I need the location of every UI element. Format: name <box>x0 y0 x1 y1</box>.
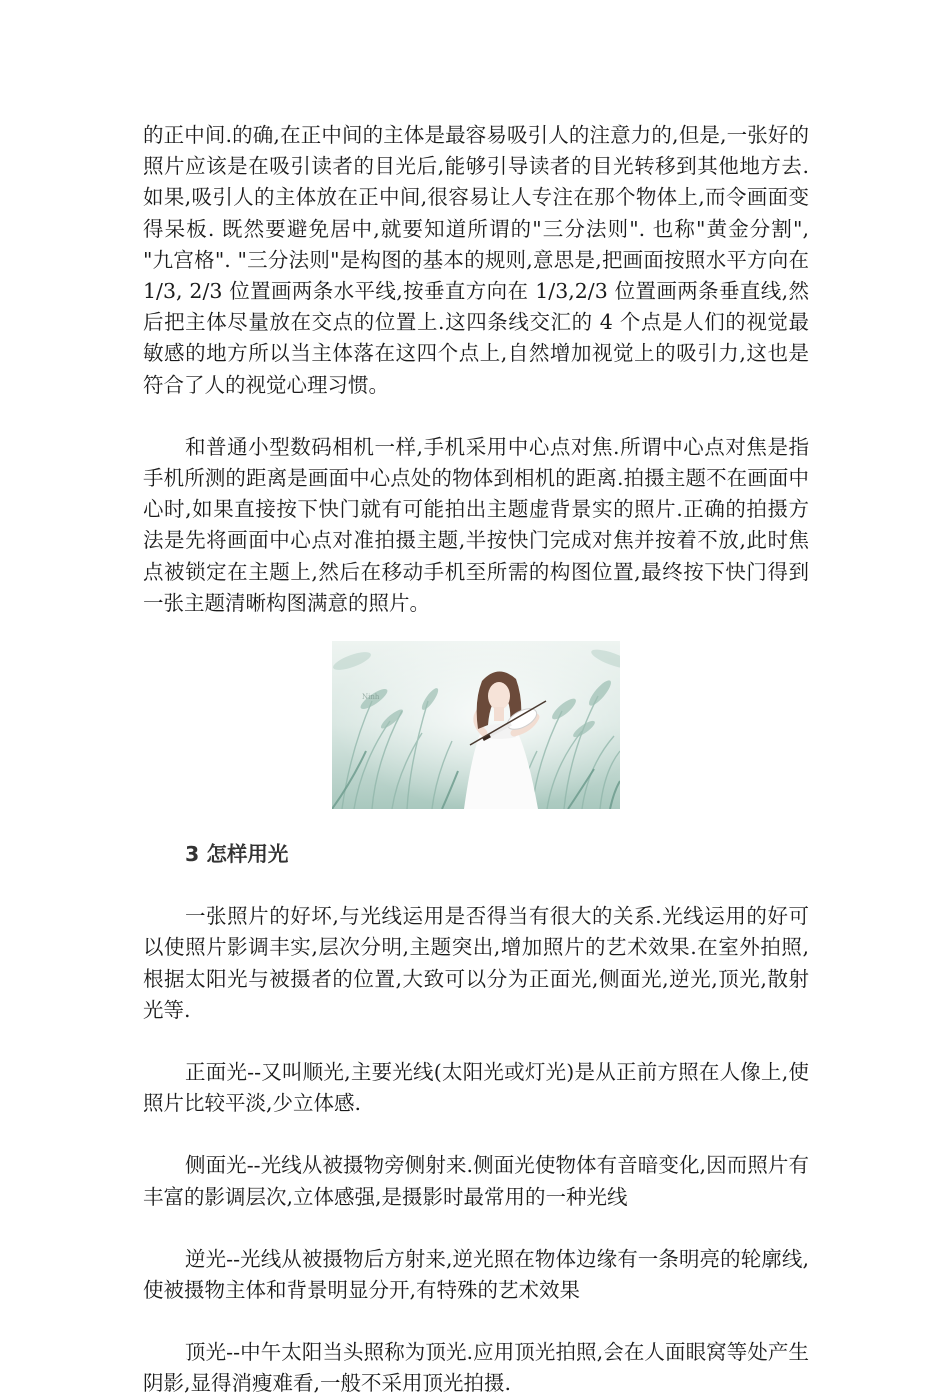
paragraph-focus: 和普通小型数码相机一样,手机采用中心点对焦.所谓中心点对焦是指手机所测的距离是画面中心点处的物体到相机的距离.拍摄主题不在画面中心时,如果直接按下快门就有可能拍出主题虚背景实的照片.正确的拍摄方法是先将画面中心点对准拍摄主题,半按快门完成对焦并按着不放,此时焦点被锁定在主题上,然后在移动手机至所需的构图位置,最终按下快门得到一张主题清晰构图满意的照片。 <box>143 434 809 615</box>
figure <box>143 641 809 809</box>
paragraph-composition: 的正中间.的确,在正中间的主体是最容易吸引人的注意力的,但是,一张好的照片应该是在吸引读者的目光后,能够引导读者的目光转移到其他地方去.如果,吸引人的主体放在正中间,很容易让人专注在那个物体上,而令画面变得呆板. 既然要避免居中,就要知道所谓的"三分法则". 也称"黄金分割", "九宫格". "三分法则"是构图的基本的规则,意思是,把画面按照水平方向在 1/3, 2/3 位置画两条水平线,按垂直方向在 1/3,2/3 位置画两条垂直线,然后把主体尽量放在交点的位置上.这四条线交汇的 4 个点是人们的视觉最敏感的地方所以当主体落在这四个点上,自然增加视觉上的吸引力,这也是符合了人的视觉心理习惯。 <box>143 123 816 397</box>
section-heading: 3 怎样用光 <box>185 842 289 867</box>
paragraph-back-light: 逆光--光线从被摄物后方射来,逆光照在物体边缘有一条明亮的轮廓线,使被摄物主体和背景明显分开,有特殊的艺术效果 <box>143 1246 809 1303</box>
paragraph-front-light: 正面光--又叫顺光,主要光线(太阳光或灯光)是从正前方照在人像上,使照片比较平淡,少立体感. <box>143 1060 809 1116</box>
paragraph-light-intro: 一张照片的好坏,与光线运用是否得当有很大的关系.光线运用的好可以使照片影调丰实,层次分明,主题突出,增加照片的艺术效果.在室外拍照,根据太阳光与被摄者的位置,大致可以分为正面光,侧面光,逆光,顶光,散射光等. <box>143 904 809 1022</box>
paragraph-top-light: 顶光--中午太阳当头照称为顶光.应用顶光拍照,会在人面眼窝等处产生阴影,显得消瘦难看,一般不采用顶光拍摄. <box>143 1340 809 1396</box>
svg-text:Ninh: Ninh <box>362 693 380 702</box>
violinist-photo <box>332 641 620 809</box>
paragraph-side-light: 侧面光--光线从被摄物旁侧射来.侧面光使物体有音暗变化,因而照片有丰富的影调层次,立体感强,是摄影时最常用的一种光线 <box>143 1153 809 1209</box>
document-page <box>143 120 816 1400</box>
violinist-illustration <box>332 641 620 809</box>
